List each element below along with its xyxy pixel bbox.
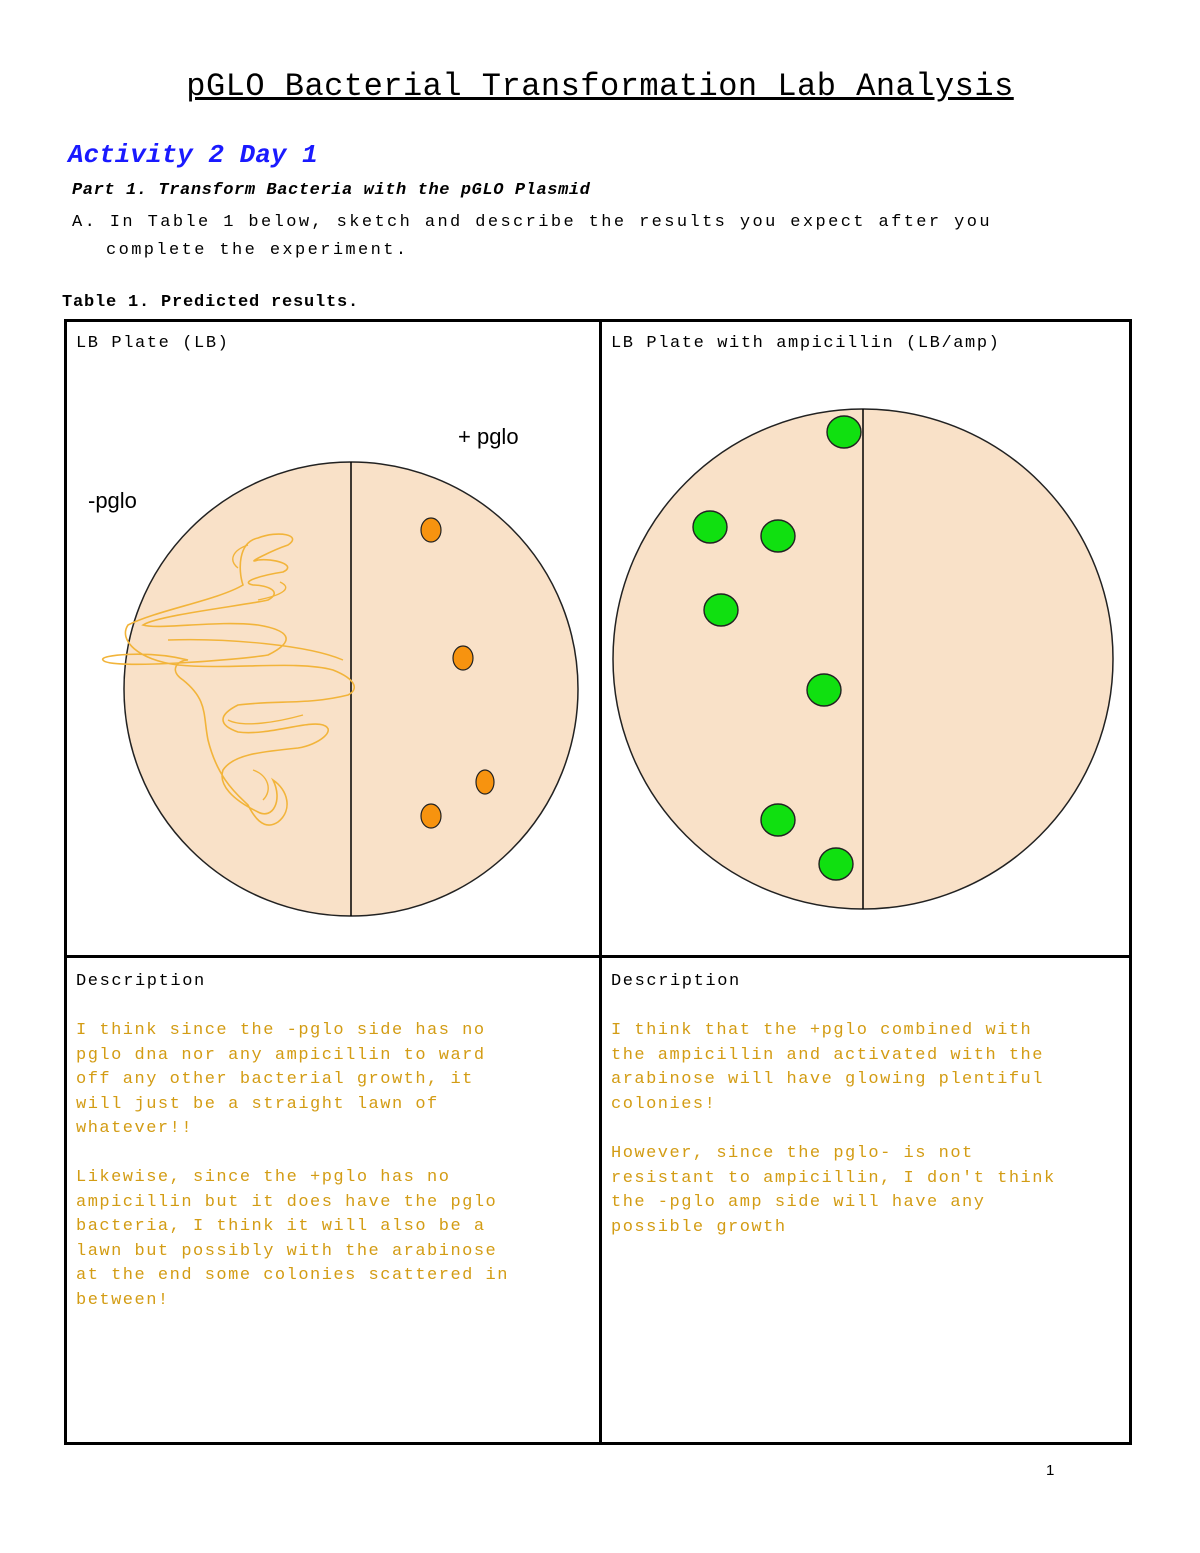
lb-amp-plate-label: LB Plate with ampicillin (LB/amp) bbox=[611, 334, 1001, 353]
activity-heading: Activity 2 Day 1 bbox=[68, 140, 318, 170]
green-colony bbox=[704, 594, 738, 626]
page-number: 1 bbox=[1046, 1462, 1055, 1479]
green-colony bbox=[761, 804, 795, 836]
orange-colony bbox=[476, 770, 494, 794]
table-caption: Table 1. Predicted results. bbox=[62, 293, 360, 312]
green-colony bbox=[827, 416, 861, 448]
page-title: pGLO Bacterial Transformation Lab Analysis bbox=[186, 68, 1014, 105]
lb-plate-sketch bbox=[68, 360, 596, 950]
orange-colony bbox=[421, 518, 441, 542]
green-colony bbox=[761, 520, 795, 552]
orange-colony bbox=[453, 646, 473, 670]
instruction-text bbox=[72, 209, 1072, 265]
description-lb-paragraph-1: I think since the -pglo side has no pglo dna nor any ampicillin to ward off any other bacterial growth, it will just be a straight lawn of whatever!! bbox=[76, 1021, 486, 1138]
orange-colony bbox=[421, 804, 441, 828]
table-divider-vertical bbox=[599, 319, 602, 1445]
lb-amp-plate-sketch bbox=[604, 360, 1130, 950]
minus-pglo-label: -pglo bbox=[88, 488, 137, 513]
description-label-lb-amp: Description bbox=[611, 972, 741, 991]
plus-pglo-label: + pglo bbox=[458, 424, 519, 449]
description-lb-amp-paragraph-2: However, since the pglo- is not resistant to ampicillin, I don't think the -pglo amp side will have any possible growth bbox=[611, 1144, 1056, 1237]
description-lb-paragraph-2: Likewise, since the +pglo has no ampicillin but it does have the pglo bacteria, I think it will also be a lawn but possibly with the arabinose at the end some colonies scattered in between! bbox=[76, 1168, 509, 1310]
green-colony bbox=[693, 511, 727, 543]
description-lb-amp-paragraph-1: I think that the +pglo combined with the ampicillin and activated with the arabinose will have glowing plentiful colonies! bbox=[611, 1021, 1044, 1114]
green-colony bbox=[807, 674, 841, 706]
part-heading: Part 1. Transform Bacteria with the pGLO Plasmid bbox=[72, 181, 591, 200]
description-label-lb: Description bbox=[76, 972, 206, 991]
table-divider-horizontal bbox=[64, 955, 1132, 958]
instruction-line-2: complete the experiment. bbox=[106, 241, 409, 260]
instruction-line-1: A. In Table 1 below, sketch and describe the results you expect after you bbox=[72, 213, 992, 232]
lb-plate-label: LB Plate (LB) bbox=[76, 334, 230, 353]
green-colony bbox=[819, 848, 853, 880]
